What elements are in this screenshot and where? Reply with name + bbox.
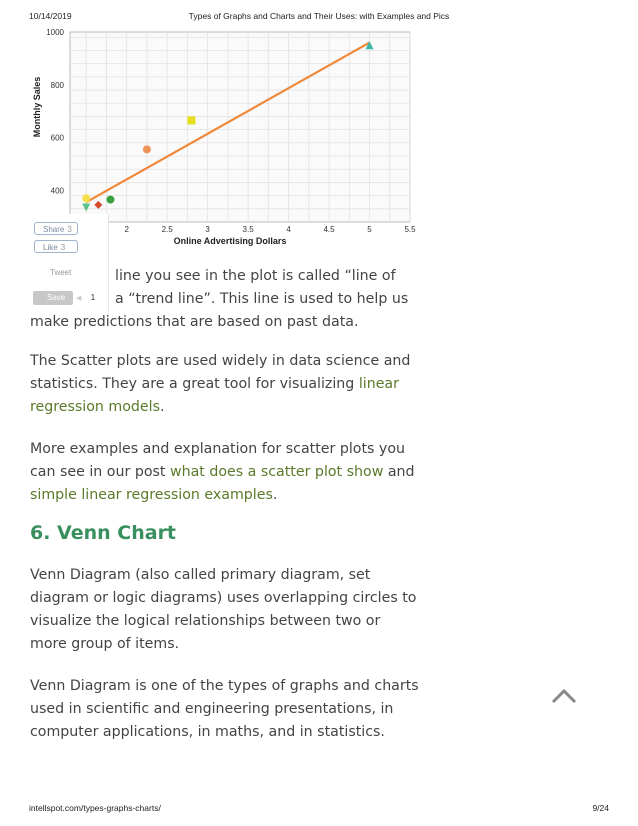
- x-tick-label: 5: [367, 225, 372, 234]
- print-date: 10/14/2019: [29, 11, 72, 21]
- paragraph-trend-line-2: a “trend line”. This line is used to help us: [115, 291, 409, 307]
- section-heading-venn-chart: 6. Venn Chart: [30, 522, 177, 544]
- data-point: [143, 145, 151, 153]
- x-tick-label: 5.5: [404, 225, 416, 234]
- scroll-to-top-icon[interactable]: [551, 688, 577, 704]
- link-simple-linear-regression-examples[interactable]: simple linear regression examples: [30, 487, 273, 503]
- paragraph-more-examples: [30, 438, 420, 507]
- text-span: More examples and explanation for scatter plots you can see in our post: [30, 441, 405, 480]
- save-caret-icon: ◀: [76, 294, 82, 302]
- tweet-button[interactable]: Tweet: [50, 268, 72, 277]
- link-what-does-scatter-plot-show[interactable]: what does a scatter plot show: [169, 464, 384, 480]
- x-tick-label: 4.5: [323, 225, 335, 234]
- x-tick-label: 2.5: [161, 225, 173, 234]
- print-title: Types of Graphs and Charts and Their Uses: with Examples and Pics: [188, 11, 450, 21]
- save-button[interactable]: Save: [33, 291, 73, 305]
- data-point: [82, 194, 90, 202]
- share-button[interactable]: [34, 222, 78, 235]
- x-tick-label: 3: [205, 225, 210, 234]
- y-tick-label: 600: [50, 133, 64, 143]
- data-point: [187, 116, 195, 124]
- like-count: 3: [60, 243, 66, 252]
- social-share-widget: [28, 214, 109, 316]
- text-span: .: [159, 399, 165, 415]
- x-axis-label: Online Advertising Dollars: [173, 236, 287, 246]
- share-label: Share: [43, 225, 65, 234]
- y-tick-label: 1000: [46, 28, 64, 37]
- paragraph-trend-line-3: make predictions that are based on past data.: [30, 314, 359, 330]
- text-span: .: [272, 487, 278, 503]
- print-url: intellspot.com/types-graphs-charts/: [29, 803, 161, 813]
- save-count: 1: [90, 293, 96, 302]
- plot-area: [70, 32, 410, 222]
- like-label: Like: [43, 243, 58, 252]
- like-button[interactable]: [34, 240, 78, 253]
- text-span: The Scatter plots are used widely in data science and statistics. They are a great tool for visualizing: [30, 353, 411, 392]
- y-tick-label: 800: [50, 80, 64, 90]
- x-tick-label: 4: [286, 225, 291, 234]
- share-count: 3: [67, 225, 72, 234]
- paragraph-venn-usage: Venn Diagram is one of the types of graphs and charts used in scientific and engineering presentations, in computer applications, in maths, and in statistics.: [30, 678, 419, 740]
- data-point: [106, 196, 114, 204]
- y-tick-label: 400: [50, 186, 64, 196]
- x-tick-label: 2: [124, 225, 129, 234]
- text-span: and: [383, 464, 415, 480]
- paragraph-venn-definition: Venn Diagram (also called primary diagram, set diagram or logic diagrams) uses overlapping circles to visualize the logical relationships between two or more group of items.: [30, 567, 417, 652]
- y-axis-label: Monthly Sales: [32, 76, 42, 138]
- link-linear-regression-models[interactable]: linear regression models: [30, 376, 399, 415]
- paragraph-scatter-uses: [30, 350, 420, 419]
- page-number: 9/24: [592, 803, 609, 813]
- paragraph-trend-line-1: line you see in the plot is called “line of: [115, 268, 396, 284]
- x-tick-label: 3.5: [242, 225, 254, 234]
